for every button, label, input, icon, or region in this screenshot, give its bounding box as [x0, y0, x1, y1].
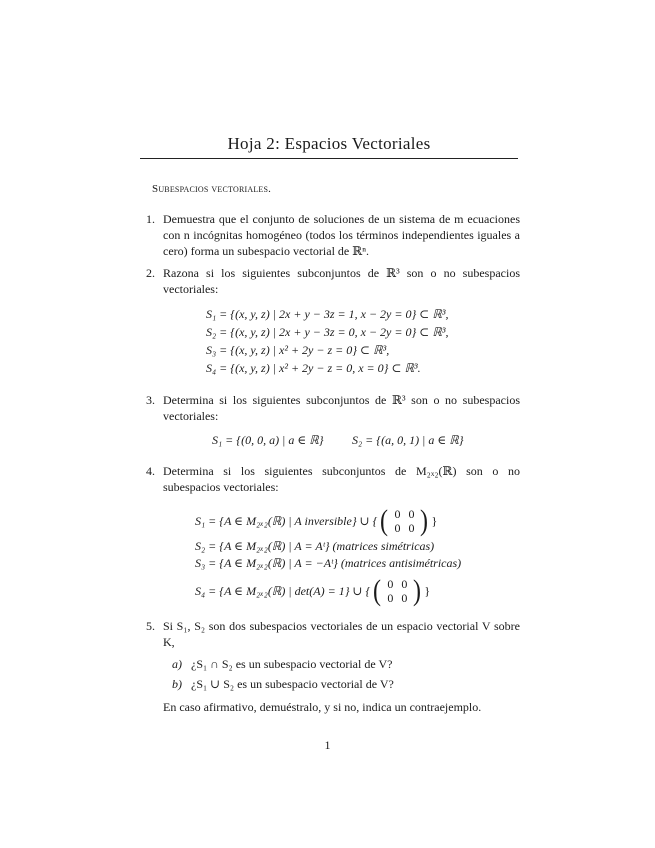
left-paren: ( — [373, 574, 382, 607]
closing-text: En caso afirmativo, demuéstralo, y si no, indica un contraejemplo. — [163, 700, 482, 714]
close-brace: } — [431, 514, 438, 528]
zero-matrix — [379, 506, 429, 536]
item-label: b) — [172, 677, 182, 691]
item-text: ¿S₁ ∪ S₂ es un subespacio vectorial de V? — [191, 677, 394, 691]
right-paren: ) — [420, 504, 429, 537]
item-label: a) — [172, 657, 182, 671]
equation-s1: S₁ = {(0, 0, a) | a ∈ ℝ} — [212, 433, 324, 447]
exercise-5 — [146, 618, 520, 650]
exercise-number: 1. — [146, 212, 155, 226]
zero-matrix — [372, 576, 422, 606]
matrix-entry: 0 — [387, 577, 394, 591]
matrix-entry: 0 — [401, 591, 408, 605]
equation-s3: S₃ = {(x, y, z) | x² + 2y − z = 0} ⊂ ℝ³, — [206, 343, 390, 357]
equation-s2: S₂ = {(x, y, z) | 2x + y − 3z = 0, x − 2y = 0} ⊂ ℝ³, — [206, 325, 449, 339]
equation-s1 — [195, 506, 437, 536]
matrix-entry: 0 — [408, 521, 415, 535]
matrix-entry: 0 — [387, 591, 394, 605]
exercise-text: Demuestra que el conjunto de soluciones de un sistema de m ecuaciones con n incógnitas homogéneo (todos los términos independientes iguales a cero) forma un subespacio vectorial de ℝⁿ. — [163, 212, 520, 258]
equation-s4 — [195, 576, 430, 606]
list-item-a — [172, 656, 392, 672]
exercise-text: Determina si los siguientes subconjuntos de ℝ³ son o no subespacios vectoriales: — [163, 393, 520, 423]
section-heading: Subespacios vectoriales. — [152, 183, 272, 195]
left-paren: ( — [380, 504, 389, 537]
exercise-text: Razona si los siguientes subconjuntos de ℝ³ son o no subespacios vectoriales: — [163, 266, 520, 296]
matrix-entry: 0 — [394, 521, 401, 535]
exercise-text: Si S₁, S₂ son dos subespacios vectoriales de un espacio vectorial V sobre K, — [163, 619, 520, 649]
matrix-entry: 0 — [408, 507, 415, 521]
equation-s3: S₃ = {A ∈ M₂ₓ₂(ℝ) | A = −Aᵗ} (matrices antisimétricas) — [195, 556, 462, 570]
exercise-4 — [146, 463, 520, 495]
matrix-entry: 0 — [394, 507, 401, 521]
equation-text: S₁ = {A ∈ M₂ₓ₂(ℝ) | A inversible} ∪ { — [195, 514, 378, 528]
exercise-2 — [146, 265, 520, 297]
exercise-number: 4. — [146, 464, 155, 478]
exercise-number: 5. — [146, 619, 155, 633]
equation-s2: S₂ = {(a, 0, 1) | a ∈ ℝ} — [352, 433, 464, 447]
exercise-number: 2. — [146, 266, 155, 280]
right-paren: ) — [413, 574, 422, 607]
matrix-entries — [390, 507, 418, 535]
exercise-number: 3. — [146, 393, 155, 407]
matrix-entries — [383, 577, 411, 605]
equation-s4: S₄ = {(x, y, z) | x² + 2y − z = 0, x = 0} ⊂ ℝ³. — [206, 361, 421, 375]
list-item-b — [172, 676, 394, 692]
equation-s1: S₁ = {(x, y, z) | 2x + y − 3z = 1, x − 2y = 0} ⊂ ℝ³, — [206, 307, 449, 321]
exercise-3 — [146, 392, 520, 424]
equation-text: S₄ = {A ∈ M₂ₓ₂(ℝ) | det(A) = 1} ∪ { — [195, 584, 371, 598]
item-text: ¿S₁ ∩ S₂ es un subespacio vectorial de V? — [191, 657, 393, 671]
title-divider — [140, 158, 518, 159]
equation-s2: S₂ = {A ∈ M₂ₓ₂(ℝ) | A = Aᵗ} (matrices simétricas) — [195, 539, 435, 553]
close-brace: } — [424, 584, 431, 598]
exercise-text: Determina si los siguientes subconjuntos de M₂ₓ₂(ℝ) son o no subespacios vectoriales: — [163, 464, 520, 494]
page-number: 1 — [324, 738, 331, 752]
page-title: Hoja 2: Espacios Vectoriales — [227, 134, 431, 153]
exercise-1 — [146, 211, 520, 259]
matrix-entry: 0 — [401, 577, 408, 591]
